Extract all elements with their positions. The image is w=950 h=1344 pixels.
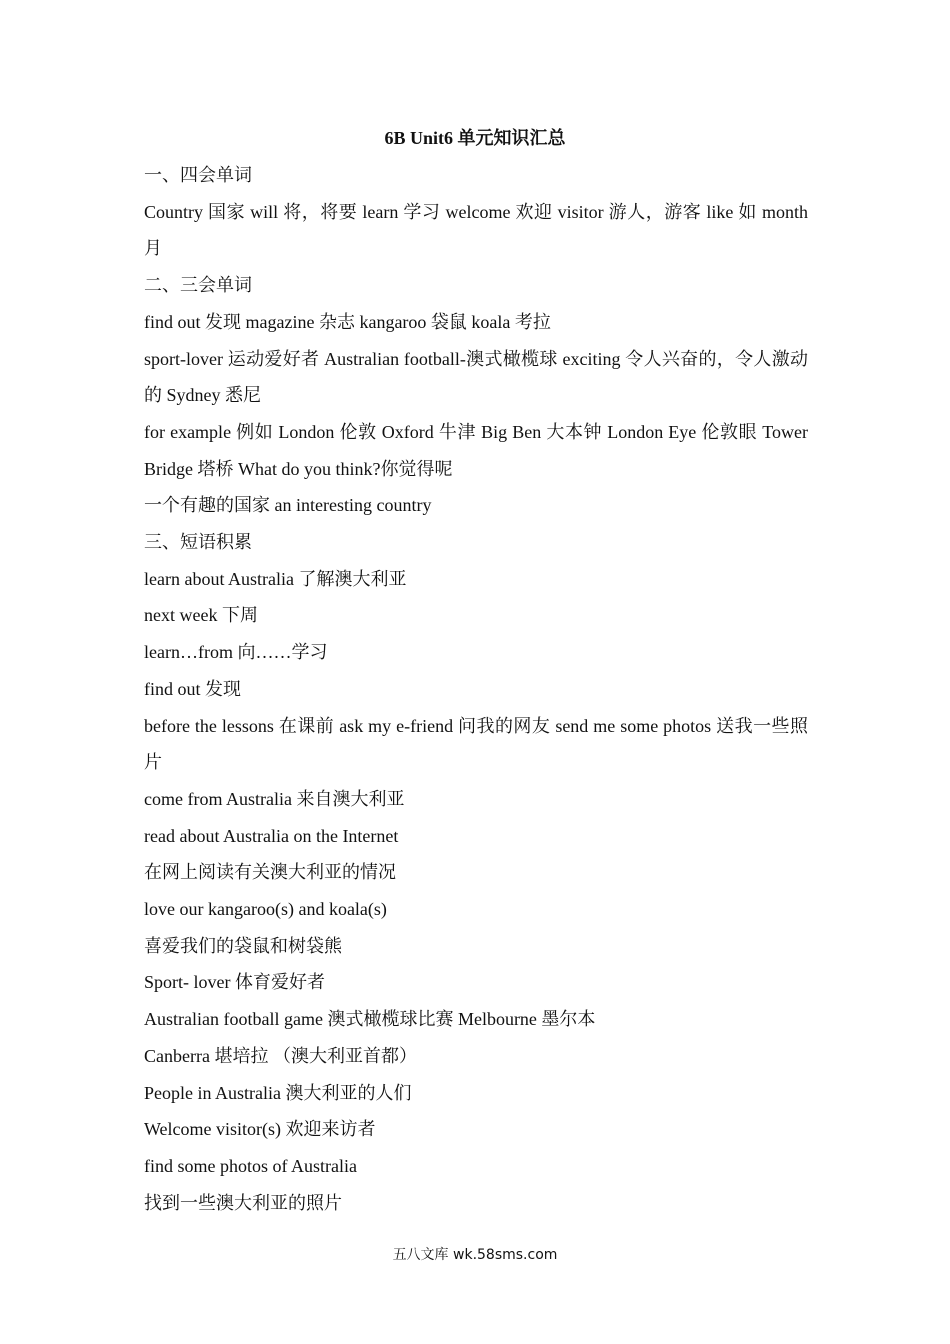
- vocab-line: sport-lover 运动爱好者 Australian football-澳式橄榄球 exciting 令人兴奋的，令人激动的 Sydney 悉尼: [144, 348, 808, 406]
- phrase-line: 在网上阅读有关澳大利亚的情况: [144, 862, 396, 883]
- phrase-line: find some photos of Australia: [144, 1155, 357, 1176]
- section-heading: 一、四会单词: [144, 165, 252, 185]
- vocab-line: find out 发现 magazine 杂志 kangaroo 袋鼠 koala 考拉: [144, 311, 551, 332]
- section-heading: 二、三会单词: [144, 275, 252, 296]
- phrase-line: Welcome visitor(s) 欢迎来访者: [144, 1119, 376, 1140]
- vocab-line: Country 国家 will 将，将要 learn 学习 welcome 欢迎 visitor 游人，游客 like 如 month 月: [144, 201, 808, 259]
- phrase-line: People in Australia 澳大利亚的人们: [144, 1082, 412, 1103]
- phrase-line: Sport- lover 体育爱好者: [144, 972, 325, 993]
- phrase-line: read about Australia on the Internet: [144, 825, 399, 846]
- phrase-line: before the lessons 在课前 ask my e-friend 问我的网友 send me some photos 送我一些照片: [144, 715, 808, 773]
- phrase-line: Australian football game 澳式橄榄球比赛 Melbourne 墨尔本: [144, 1009, 596, 1030]
- phrase-line: come from Australia 来自澳大利亚: [144, 788, 405, 809]
- phrase-line: find out 发现: [144, 678, 241, 699]
- section-heading: 三、短语积累: [144, 532, 252, 553]
- phrase-line: 找到一些澳大利亚的照片: [144, 1192, 342, 1213]
- vocab-line: for example 例如 London 伦敦 Oxford 牛津 Big Ben 大本钟 London Eye 伦敦眼 Tower Bridge 塔桥 What do you think?你觉得呢: [144, 421, 808, 479]
- phrase-line: Canberra 堪培拉 （澳大利亚首都）: [144, 1045, 417, 1066]
- phrase-line: learn…from 向……学习: [144, 642, 328, 663]
- document-title: 6B Unit6 单元知识汇总: [384, 128, 566, 148]
- phrase-line: love our kangaroo(s) and koala(s): [144, 899, 387, 920]
- page-footer: 五八文库 wk.58sms.com: [392, 1247, 558, 1263]
- phrase-line: next week 下周: [144, 605, 258, 626]
- phrase-line: 喜爱我们的袋鼠和树袋熊: [144, 935, 342, 956]
- phrase-line: learn about Australia 了解澳大利亚: [144, 568, 407, 589]
- document-body: [144, 157, 808, 1221]
- vocab-line: 一个有趣的国家 an interesting country: [144, 495, 432, 516]
